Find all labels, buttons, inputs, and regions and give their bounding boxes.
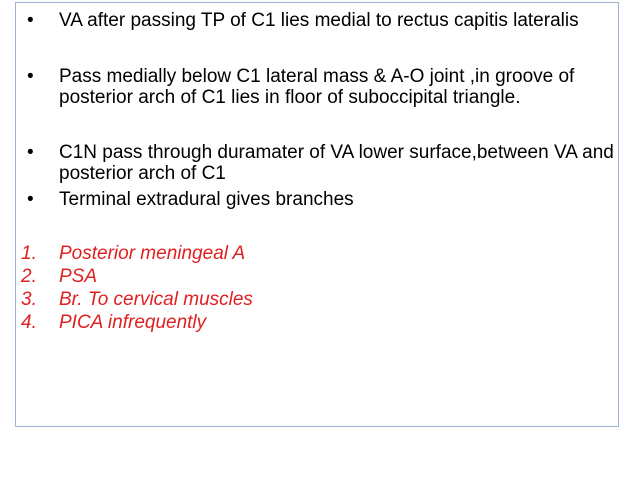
bullet-symbol: •: [27, 66, 34, 87]
numbered-item: [23, 289, 617, 310]
bullet-item: [23, 142, 617, 184]
numbered-item: [23, 243, 617, 264]
bullet-item: [23, 189, 617, 210]
item-number: 4.: [21, 312, 37, 333]
item-text: PSA: [59, 266, 98, 287]
numbered-item: [23, 312, 617, 333]
item-number: 1.: [21, 243, 37, 264]
item-number: 2.: [21, 266, 37, 287]
bullet-item: [23, 10, 617, 31]
bullet-text: VA after passing TP of C1 lies medial to rectus capitis lateralis: [59, 10, 579, 31]
item-text: PICA infrequently: [59, 312, 207, 333]
slide-content: [23, 10, 617, 335]
numbered-item: [23, 266, 617, 287]
numbered-list: [23, 243, 617, 333]
bullet-item: [23, 66, 617, 108]
bullet-text: Pass medially below C1 lateral mass & A-O joint ,in groove of posterior arch of C1 lies in floor of suboccipital triangle.: [59, 66, 575, 108]
bullet-text: C1N pass through duramater of VA lower surface,between VA and posterior arch of C1: [59, 142, 614, 184]
item-number: 3.: [21, 289, 37, 310]
bullet-text: Terminal extradural gives branches: [59, 189, 354, 210]
bullet-symbol: •: [27, 10, 34, 31]
item-text: Br. To cervical muscles: [59, 289, 253, 310]
bullet-symbol: •: [27, 189, 34, 210]
bullet-symbol: •: [27, 142, 34, 163]
item-text: Posterior meningeal A: [59, 243, 246, 264]
